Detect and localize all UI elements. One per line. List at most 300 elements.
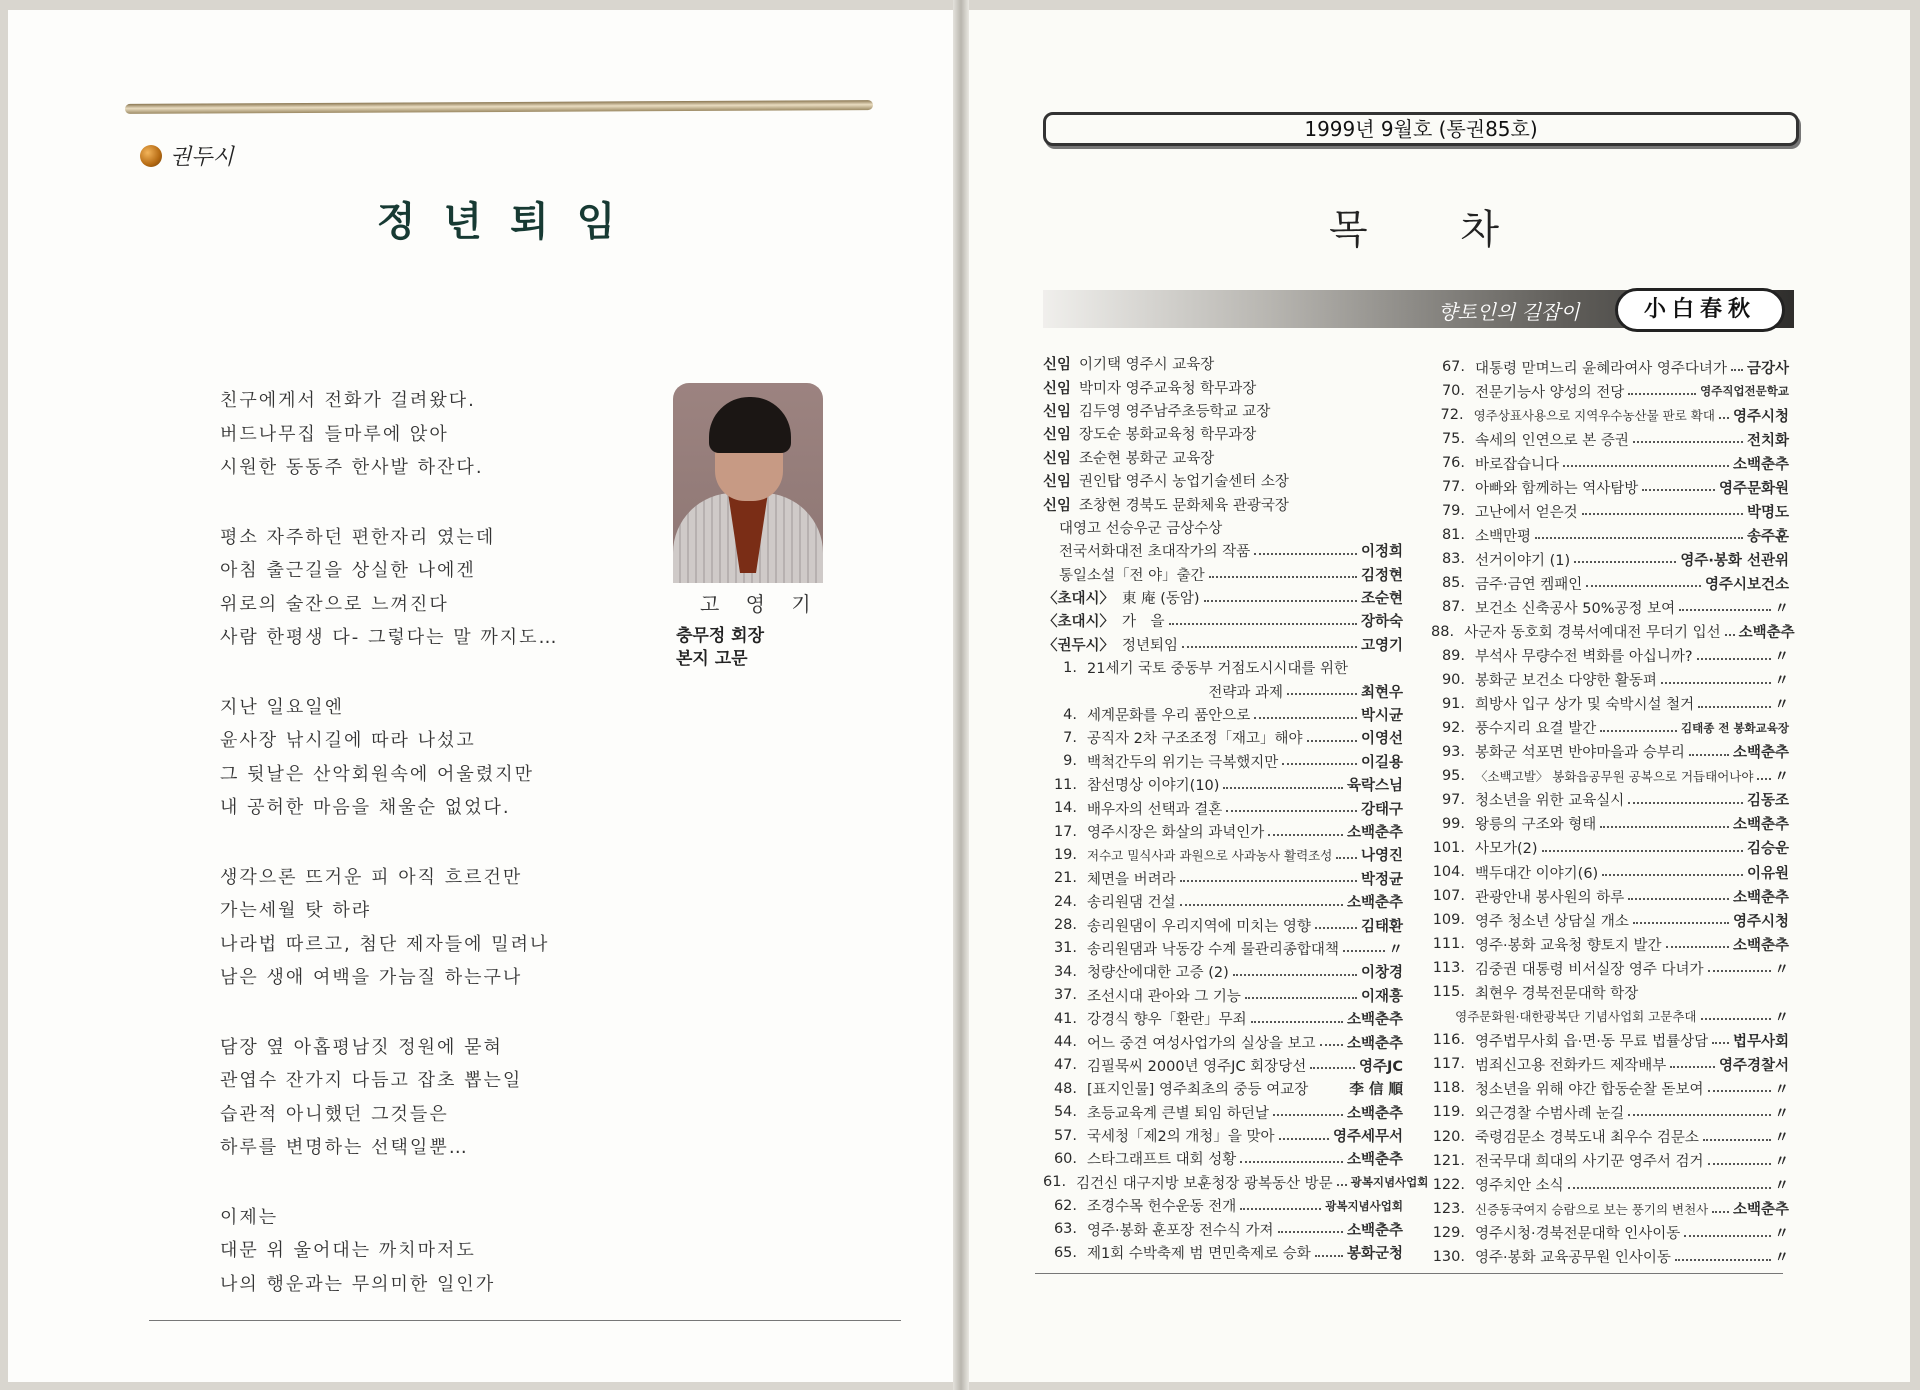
toc-entry-prefix: 〈초대시〉	[1043, 614, 1115, 631]
toc-entry	[1431, 1028, 1789, 1052]
dotted-leader	[1278, 1231, 1343, 1233]
toc-entry	[1431, 812, 1789, 836]
toc-page-number: 120.	[1432, 1128, 1465, 1145]
dotted-leader	[1240, 1161, 1343, 1163]
toc-entry-title: 전국서화대전 초대작가의 작품	[1059, 544, 1251, 561]
toc-entry-title: 권인탑 영주시 농업기술센터 소장	[1079, 474, 1289, 491]
toc-page-number: 113.	[1432, 960, 1465, 977]
toc-page-number: 60.	[1053, 1150, 1077, 1167]
dotted-leader	[1582, 513, 1743, 515]
dotted-leader	[1307, 740, 1357, 742]
toc-page-number: 41.	[1053, 1010, 1077, 1027]
toc-entry	[1043, 1241, 1403, 1264]
toc-entry	[1431, 836, 1789, 860]
poem-line: 그 뒷날은 산악회원속에 어울렸지만	[220, 763, 534, 785]
toc-page-number: 89.	[1441, 647, 1465, 664]
poem-line: 하루를 변명하는 선택일뿐…	[220, 1137, 469, 1158]
poem-line: 아침 출근길을 상실한 나에겐	[220, 560, 476, 581]
poem-line: 이제는	[220, 1206, 279, 1228]
toc-entry-author: 박정균	[1360, 871, 1403, 888]
dotted-leader	[1642, 489, 1715, 491]
toc-entry-author: 광복지념사업회	[1325, 1198, 1403, 1213]
toc-entry	[1043, 913, 1403, 936]
toc-page-number: 119.	[1432, 1104, 1465, 1121]
dotted-leader	[1282, 763, 1357, 765]
dotted-leader	[1209, 576, 1357, 578]
toc-entry-title: 대영고 선승우군 금상수상	[1059, 520, 1223, 537]
toc-entry-author: 고영기	[1360, 637, 1403, 654]
toc-entry	[1043, 773, 1403, 796]
toc-entry	[1043, 1054, 1403, 1077]
toc-entry-prefix: 〈권두시〉	[1043, 637, 1115, 654]
bottom-rule	[1035, 1273, 1783, 1274]
toc-entry-title: 김필묵씨 2000년 영주JC 회장당선	[1087, 1058, 1307, 1075]
dotted-leader	[1708, 1090, 1771, 1092]
toc-entry	[1043, 796, 1403, 819]
toc-entry-author: 소백춘추	[1346, 1222, 1403, 1239]
toc-entry	[1431, 1197, 1789, 1221]
dotted-leader	[1287, 693, 1357, 695]
poem-line: 대문 위 울어대는 까치마저도	[220, 1240, 476, 1261]
poem-line: 사람 한평생 다- 그렇다는 말 까지도…	[220, 627, 559, 648]
toc-page-number: 34.	[1053, 963, 1077, 980]
dotted-leader	[1684, 1235, 1770, 1237]
toc-entry-title: 영주문화원·대한광복단 기념사업회 고문추대	[1455, 1009, 1697, 1025]
toc-entry-author: 김정현	[1360, 567, 1403, 584]
toc-entry-title: 영주·봉화 교육청 향토지 발간	[1475, 937, 1662, 954]
toc-entry-author: 봉화군청	[1346, 1246, 1403, 1263]
poem-line: 지난 일요일엔	[220, 696, 345, 718]
toc-entry	[1043, 750, 1403, 773]
toc-entry-title: 보건소 신축공사 50%공정 보여	[1475, 600, 1676, 617]
toc-entry-author: 영주세무서	[1332, 1129, 1403, 1146]
toc-entry-prefix: 신임	[1043, 403, 1072, 420]
dotted-leader	[1223, 787, 1343, 789]
poem-stanza	[220, 863, 559, 997]
toc-entry-author: 소백춘추	[1346, 825, 1403, 841]
toc-entry	[1431, 716, 1789, 740]
dotted-leader	[1315, 927, 1357, 929]
toc-entry-prefix: 신임	[1043, 380, 1072, 397]
toc-entry	[1043, 960, 1403, 983]
poem-stanza	[220, 693, 559, 827]
poem-line: 시원한 동동주 한사발 하잔다.	[220, 457, 484, 478]
toc-entry	[1043, 843, 1403, 866]
toc-entry-title: 세계문화를 우리 품안으로	[1087, 708, 1251, 725]
toc-entry-author: 박시균	[1360, 708, 1403, 725]
dotted-leader	[1698, 706, 1770, 708]
toc-entry	[1431, 1004, 1789, 1028]
toc-page-number: 72.	[1440, 407, 1464, 424]
toc-entry-author: 김승운	[1746, 841, 1789, 858]
toc-entry-author: 〃	[1774, 1105, 1789, 1122]
toc-entry-author: 금강사	[1746, 360, 1789, 377]
toc-page-number: 47.	[1053, 1057, 1077, 1074]
dotted-leader	[1320, 1044, 1343, 1046]
toc-entry-author: 〃	[1774, 600, 1789, 617]
dotted-leader	[1254, 553, 1357, 555]
toc-entry	[1431, 571, 1789, 595]
poem-line: 윤사장 낚시길에 따라 나섰고	[220, 730, 476, 751]
toc-entry-title: 조선시대 관아와 그 기능	[1087, 988, 1241, 1005]
toc-entry	[1431, 427, 1789, 451]
toc-page-number: 1.	[1063, 659, 1077, 676]
toc-page-number: 129.	[1432, 1224, 1465, 1241]
toc-page-number: 95.	[1441, 767, 1465, 784]
toc-entry-title: 장도순 봉화교육청 학무과장	[1079, 427, 1257, 444]
toc-entry-author: 〃	[1774, 649, 1789, 666]
toc-entry-author: 영주시청	[1732, 408, 1789, 425]
toc-page-number: 67.	[1441, 359, 1465, 376]
dotted-leader	[1628, 802, 1743, 804]
toc-entry	[1043, 1147, 1403, 1170]
section-label	[140, 140, 234, 171]
toc-page-number: 115.	[1432, 984, 1465, 1001]
toc-entry-author: 소백춘추	[1732, 817, 1789, 834]
toc-entry-title: 영주시장은 화살의 과녁인가	[1087, 825, 1265, 841]
toc-page-number: 17.	[1053, 823, 1077, 840]
issue-header: 1999년 9월호 (통권85호)	[1043, 112, 1799, 146]
toc-entry-author: 법무사회	[1732, 1033, 1789, 1050]
toc-entry-title: 희방사 입구 상가 및 숙박시설 철거	[1475, 697, 1695, 714]
author-role	[676, 625, 764, 671]
toc-entry	[1043, 375, 1403, 398]
toc-entry	[1431, 1221, 1789, 1245]
toc-entry	[1431, 788, 1789, 812]
toc-entry-title: 사모가(2)	[1475, 841, 1538, 858]
toc-entry-title: [표지인물] 영주최초의 중등 여교장	[1087, 1082, 1309, 1099]
toc-page-number: 83.	[1441, 551, 1465, 568]
toc-page-number: 85.	[1441, 575, 1465, 592]
toc-entry-title: 참선명상 이야기(10)	[1087, 778, 1220, 795]
toc-page-number: 118.	[1432, 1080, 1465, 1097]
toc-entry	[1431, 475, 1789, 499]
dotted-leader	[1602, 874, 1743, 876]
toc-entry	[1043, 1077, 1403, 1100]
toc-entry-title: 소백만평	[1475, 528, 1532, 545]
toc-entry-title: 대통령 맏며느리 윤혜라여사 영주다녀가	[1475, 360, 1727, 377]
toc-entry-title: 통일소설「전 야」출간	[1059, 567, 1205, 584]
toc-entry	[1431, 932, 1789, 956]
toc-entry-title: 송리원댐 건설	[1087, 895, 1176, 912]
toc-entry-title: 정년퇴임	[1122, 637, 1179, 654]
toc-page-number: 92.	[1441, 719, 1465, 736]
poem-title: 정년퇴임	[376, 199, 644, 245]
toc-entry-author: 영주직업전문학교	[1700, 384, 1789, 399]
toc-entry-title: 〈소백고발〉 봉화읍공무원 공복으로 거듭태어나야	[1475, 768, 1754, 784]
toc-entry	[1043, 399, 1403, 422]
toc-page-number: 130.	[1432, 1248, 1465, 1265]
poem-line: 습관적 아니했던 그것들은	[220, 1103, 449, 1125]
dotted-leader	[1708, 1163, 1771, 1165]
toc-entry	[1431, 860, 1789, 884]
dotted-leader	[1563, 465, 1729, 467]
toc-entry	[1431, 908, 1789, 932]
dotted-leader	[1268, 834, 1343, 836]
toc-entry	[1431, 355, 1789, 379]
toc-entry	[1043, 1124, 1403, 1147]
dotted-leader	[1245, 997, 1357, 999]
toc-entry-author: 이길용	[1360, 754, 1403, 771]
toc-entry-author: 소백춘추	[1346, 895, 1403, 912]
toc-entry-title: 이기택 영주시 교육장	[1079, 357, 1215, 374]
toc-entry-title: 영주 청소년 상담실 개소	[1475, 913, 1629, 930]
toc-entry-title: 아빠와 함께하는 역사탐방	[1475, 480, 1639, 497]
toc-entry-author: 김태환	[1360, 918, 1403, 935]
toc-page-number: 24.	[1053, 893, 1077, 910]
dotted-leader	[1675, 1259, 1771, 1261]
toc-page-number: 76.	[1441, 455, 1465, 472]
toc-entry	[1043, 469, 1403, 492]
toc-entry-author: 李 信 順	[1349, 1082, 1403, 1099]
author-role-line: 충무정 회장	[676, 626, 765, 646]
toc-page-number: 121.	[1432, 1152, 1465, 1169]
toc-entry-title: 관광안내 봉사원의 하루	[1475, 889, 1625, 906]
poem-body	[220, 386, 559, 1339]
dotted-leader	[1689, 754, 1729, 756]
toc-entry-title: 청소년을 위한 교육실시	[1475, 793, 1625, 810]
toc-entry	[1431, 884, 1789, 908]
toc-entry-title: 東 庵 (동암)	[1122, 591, 1200, 608]
dotted-leader	[1336, 857, 1357, 859]
toc-entry	[1043, 679, 1403, 702]
toc-page-number: 57.	[1053, 1127, 1077, 1144]
toc-entry-author: 〃	[1774, 961, 1789, 978]
toc-entry-title: 송리원댐이 우리지역에 미치는 영향	[1087, 918, 1311, 935]
toc-entry-title: 영주·봉화 교육공무원 인사이동	[1475, 1250, 1671, 1267]
toc-entry-author: 육락스님	[1346, 778, 1403, 795]
toc-entry-title: 신증동국여지 승람으로 보는 풍기의 변천사	[1475, 1201, 1709, 1217]
toc-entry-author: 이유원	[1746, 865, 1789, 882]
toc-entry-title: 초등교육계 큰별 퇴임 하던날	[1087, 1105, 1269, 1122]
toc-entry-author: 광복지념사업회	[1350, 1175, 1429, 1190]
toc-entry-title: 체면을 버려라	[1087, 871, 1176, 888]
dotted-leader	[1343, 950, 1385, 952]
toc-entry-author: 소백춘추	[1732, 889, 1789, 906]
toc-entry-prefix: 신임	[1043, 474, 1072, 491]
dotted-leader	[1679, 609, 1770, 611]
toc-entry-author: 영주경찰서	[1718, 1057, 1789, 1074]
poem-stanza	[220, 1033, 559, 1167]
poem-line: 버드나무집 들마루에 앉아	[220, 423, 449, 445]
toc-page-number: 19.	[1053, 846, 1077, 863]
toc-entry-title: 공직자 2차 구조조정「재고」해야	[1087, 731, 1303, 748]
toc-page-number: 54.	[1053, 1104, 1077, 1121]
toc-entry-title: 영주법무사회 읍·면·동 무료 법률상담	[1475, 1033, 1709, 1050]
toc-entry-author: 소백춘추	[1346, 1012, 1403, 1029]
toc-entry-author: 〃	[1774, 1178, 1789, 1195]
toc-page-number: 77.	[1441, 479, 1465, 496]
toc-entry-title: 속세의 인연으로 본 증권	[1475, 432, 1629, 449]
toc-entry-author: 〃	[1774, 1130, 1789, 1147]
poem-line: 생각으론 뜨거운 피 아직 흐르건만	[220, 866, 523, 888]
toc-page-number: 109.	[1432, 912, 1465, 929]
toc-entry-prefix: 신임	[1043, 497, 1072, 514]
toc-entry-author: 소백춘추	[1346, 1152, 1403, 1169]
toc-entry-author: 소백춘추	[1732, 937, 1789, 954]
toc-entry	[1043, 867, 1403, 890]
toc-entry-title: 영주·봉화 훈포장 전수식 가져	[1087, 1222, 1274, 1239]
toc-page-number: 91.	[1441, 695, 1465, 712]
toc-page-number: 75.	[1441, 431, 1465, 448]
toc-entry	[1431, 620, 1795, 644]
toc-entry-author: 소백춘추	[1732, 1202, 1789, 1219]
toc-entry	[1043, 492, 1403, 515]
toc-entry	[1043, 1217, 1403, 1240]
poem-stanza	[220, 523, 559, 657]
toc-entry-title: 사군자 동호회 경북서예대전 무더기 입선	[1464, 625, 1721, 642]
author-portrait-photo	[673, 383, 823, 572]
toc-entry-title: 김중권 대통령 비서실장 영주 다녀가	[1475, 961, 1704, 978]
toc-entry-title: 21세기 국토 중동부 거점도시시대를 위한	[1087, 661, 1348, 678]
dotted-leader	[1628, 1114, 1770, 1116]
toc-entry-author: 이영선	[1360, 731, 1403, 748]
toc-entry-title: 박미자 영주교육청 학무과장	[1079, 380, 1257, 397]
dotted-leader	[1725, 634, 1735, 636]
toc-entry-author: 〃	[1774, 1154, 1789, 1171]
poem-line: 남은 생애 여백을 가늠질 하는구나	[220, 967, 523, 988]
toc-page-number: 31.	[1053, 940, 1077, 957]
dotted-leader	[1600, 730, 1677, 732]
book-spine	[953, 0, 969, 1390]
poem-line: 담장 옆 아홉평남짓 정원에 묻혀	[220, 1036, 503, 1058]
toc-entry	[1043, 656, 1403, 679]
toc-page-number: 11.	[1053, 776, 1077, 793]
toc-page-number: 93.	[1441, 743, 1465, 760]
toc-entry-author: 최현우	[1360, 684, 1403, 701]
toc-entry-title: 선거이야기 (1)	[1475, 552, 1571, 569]
toc-entry	[1043, 563, 1403, 586]
dotted-leader	[1701, 1018, 1771, 1020]
toc-entry	[1043, 446, 1403, 469]
dotted-leader	[1180, 904, 1343, 906]
toc-entry-title: 외근경찰 수범사례 눈길	[1475, 1105, 1625, 1122]
toc-entry	[1043, 1194, 1403, 1217]
toc-entry-title: 죽령검문소 경북도내 최우수 검문소	[1475, 1130, 1699, 1147]
toc-page-number: 14.	[1053, 800, 1077, 817]
dotted-leader	[1666, 946, 1729, 948]
toc-entry-title: 봉화군 석포면 반야마을과 승부리	[1475, 745, 1685, 762]
toc-entry	[1431, 1052, 1789, 1076]
poem-stanza	[220, 386, 559, 487]
toc-entry	[1043, 609, 1403, 632]
toc-entry-author: 소백춘추	[1346, 1105, 1403, 1122]
dotted-leader	[1204, 600, 1357, 602]
magazine-banner	[1043, 290, 1794, 328]
toc-entry-author: 영주시보건소	[1704, 576, 1789, 593]
toc-page-number: 7.	[1063, 729, 1077, 746]
toc-entry-title: 봉화군 보건소 다양한 활동펴	[1475, 673, 1657, 690]
toc-page-number: 63.	[1053, 1221, 1077, 1238]
toc-entry-title: 전략과 과제	[1208, 684, 1283, 701]
toc-entry-author: 영주·봉화 선관위	[1680, 552, 1789, 569]
poem-line: 가는세월 탓 하랴	[220, 900, 372, 921]
toc-page-number: 101.	[1432, 839, 1465, 856]
toc-entry	[1043, 539, 1403, 562]
toc-entry-author: 나영진	[1360, 848, 1403, 865]
toc-entry	[1043, 633, 1403, 656]
toc-page-number: 81.	[1441, 527, 1465, 544]
toc-entry-title: 바로잡습니다	[1475, 456, 1560, 473]
toc-entry	[1431, 956, 1789, 980]
toc-entry	[1043, 422, 1403, 445]
toc-entry	[1043, 1007, 1403, 1030]
toc-entry-title: 청소년을 위해 야간 합동순찰 돋보여	[1475, 1081, 1704, 1098]
toc-entry-title: 어느 중견 여성사업가의 실상을 보고	[1087, 1035, 1316, 1052]
toc-page-number: 21.	[1053, 870, 1077, 887]
toc-entry-title: 풍수지리 요결 발간	[1475, 721, 1597, 738]
toc-entry-title: 최현우 경북전문대학 학장	[1475, 985, 1639, 1002]
toc-entry-author: 소백춘추	[1738, 625, 1795, 642]
toc-entry-title: 배우자의 선택과 결혼	[1087, 801, 1223, 818]
toc-entry-title: 범죄신고용 전화카드 제작배부	[1475, 1057, 1667, 1074]
toc-entry	[1043, 937, 1403, 960]
dotted-leader	[1279, 1138, 1329, 1140]
dotted-leader	[1169, 623, 1357, 625]
toc-entry	[1043, 703, 1403, 726]
toc-entry	[1431, 403, 1789, 427]
dotted-leader	[1233, 974, 1357, 976]
dotted-leader	[1574, 561, 1676, 563]
toc-page-number: 111.	[1432, 936, 1465, 953]
toc-entry-author: 영주시청	[1732, 913, 1789, 930]
toc-entry-author: 이재흥	[1360, 988, 1403, 1005]
toc-entry-title: 제1회 수박축제 범 면민축제로 승화	[1087, 1246, 1311, 1263]
toc-entry-prefix: 〈초대시〉	[1043, 591, 1115, 608]
poem-line: 위로의 술잔으로 느껴진다	[220, 593, 449, 615]
toc-page-number: 65.	[1053, 1244, 1077, 1261]
toc-entry-author: 김태종 전 봉화교육장	[1681, 720, 1789, 735]
toc-page-number: 79.	[1441, 503, 1465, 520]
toc-entry	[1043, 820, 1403, 843]
toc-entry-title: 송리원댐과 낙동강 수계 물관리종합대책	[1087, 941, 1339, 958]
toc-page-number: 88.	[1431, 623, 1455, 640]
toc-page-number: 37.	[1053, 987, 1077, 1004]
toc-page-number: 4.	[1063, 706, 1077, 723]
dotted-leader	[1628, 393, 1696, 395]
toc-page-number: 107.	[1432, 888, 1465, 905]
toc-entry	[1043, 984, 1403, 1007]
toc-entry	[1431, 1149, 1789, 1173]
dotted-leader	[1226, 810, 1357, 812]
toc-page-number: 97.	[1441, 791, 1465, 808]
toc-page-number: 44.	[1053, 1034, 1077, 1051]
author-name: 고 영 기	[700, 592, 821, 616]
dotted-leader	[1633, 441, 1743, 443]
toc-page-number: 123.	[1432, 1200, 1465, 1217]
toc-right-column	[1431, 355, 1795, 1269]
toc-page-number: 90.	[1441, 671, 1465, 688]
toc-entry	[1431, 668, 1789, 692]
toc-entry	[1431, 379, 1789, 403]
toc-entry-author: 박명도	[1746, 504, 1789, 521]
toc-entry-author: 소백춘추	[1732, 456, 1789, 473]
section-label-text: 권두시	[170, 145, 234, 170]
toc-entry	[1431, 980, 1789, 1004]
dotted-leader	[1719, 417, 1729, 419]
toc-page-number: 62.	[1053, 1197, 1077, 1214]
toc-entry-author: 강태구	[1360, 801, 1403, 818]
toc-entry	[1043, 352, 1403, 375]
toc-entry-author: 〃	[1774, 769, 1789, 786]
dotted-leader	[1337, 1184, 1347, 1186]
toc-entry	[1431, 740, 1789, 764]
toc-entry-author: 소백춘추	[1346, 1035, 1403, 1052]
dotted-leader	[1251, 1021, 1343, 1023]
dotted-leader	[1254, 717, 1357, 719]
toc-entry-author: 전치화	[1746, 432, 1789, 449]
dotted-leader	[1310, 1067, 1355, 1069]
